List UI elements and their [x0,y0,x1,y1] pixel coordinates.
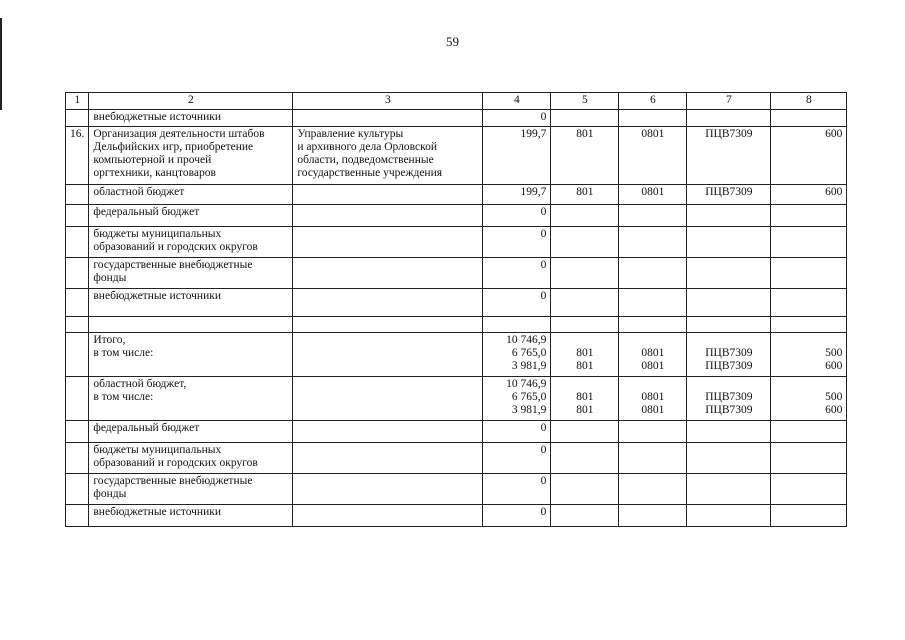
target-article-cell [687,110,771,127]
code-cell [551,443,619,474]
table-row [66,421,847,443]
header-cell: 3 [293,93,483,110]
code-cell [551,474,619,505]
header-cell: 8 [771,93,847,110]
amount-cell: 0 [483,474,551,505]
section-cell [619,110,687,127]
executor-cell [293,505,483,527]
executor-cell: Управление культуры и архивного дела Орловской области, подведомственные государственные учреждения [293,127,483,185]
executor-cell [293,289,483,317]
page-number: 59 [446,34,459,49]
section-cell: 0801 0801 [619,377,687,421]
description-cell: государственные внебюджетные фонды [89,474,293,505]
amount-cell: 10 746,9 6 765,0 3 981,9 [483,377,551,421]
row-number-cell [66,505,89,527]
table-row [66,258,847,289]
section-cell: 0801 0801 [619,333,687,377]
section-cell: 0801 [619,127,687,185]
row-number-cell [66,227,89,258]
code-cell: 801 801 [551,333,619,377]
row-number-cell [66,185,89,205]
description-cell: Итого, в том числе: [89,333,293,377]
header-cell: 5 [551,93,619,110]
table-row [66,289,847,317]
expense-type-cell [771,443,847,474]
row-number-cell: 16. [66,127,89,185]
expense-type-cell [771,258,847,289]
section-cell [619,317,687,333]
page-edge-mark [0,18,2,110]
expense-type-cell: 500 600 [771,377,847,421]
table-row [66,505,847,527]
expense-type-cell [771,227,847,258]
table-row [66,443,847,474]
description-cell: федеральный бюджет [89,421,293,443]
amount-cell: 10 746,9 6 765,0 3 981,9 [483,333,551,377]
section-cell [619,205,687,227]
target-article-cell [687,474,771,505]
code-cell: 801 801 [551,377,619,421]
executor-cell [293,474,483,505]
header-cell: 4 [483,93,551,110]
table-row [66,333,847,377]
row-number-cell [66,333,89,377]
expense-type-cell [771,505,847,527]
amount-cell: 0 [483,289,551,317]
amount-cell: 0 [483,258,551,289]
table-row [66,227,847,258]
section-cell [619,227,687,258]
target-article-cell [687,443,771,474]
section-cell [619,289,687,317]
section-cell [619,258,687,289]
expense-type-cell: 600 [771,185,847,205]
description-cell: областной бюджет, в том числе: [89,377,293,421]
executor-cell [293,258,483,289]
amount-cell: 0 [483,110,551,127]
section-cell: 0801 [619,185,687,205]
header-cell: 1 [66,93,89,110]
executor-cell [293,317,483,333]
description-cell: государственные внебюджетные фонды [89,258,293,289]
header-cell: 7 [687,93,771,110]
executor-cell [293,185,483,205]
description-cell: областной бюджет [89,185,293,205]
code-cell [551,505,619,527]
table-row [66,317,847,333]
row-number-cell [66,317,89,333]
target-article-cell: ПЦВ7309 ПЦВ7309 [687,333,771,377]
target-article-cell: ПЦВ7309 [687,185,771,205]
code-cell: 801 [551,127,619,185]
target-article-cell [687,421,771,443]
row-number-cell [66,474,89,505]
row-number-cell [66,110,89,127]
code-cell [551,421,619,443]
section-cell [619,505,687,527]
section-cell [619,443,687,474]
target-article-cell [687,258,771,289]
table-row [66,205,847,227]
target-article-cell [687,227,771,258]
amount-cell: 0 [483,443,551,474]
description-cell: внебюджетные источники [89,110,293,127]
target-article-cell [687,289,771,317]
code-cell [551,227,619,258]
budget-table [65,92,847,527]
row-number-cell [66,421,89,443]
section-cell [619,421,687,443]
code-cell [551,317,619,333]
executor-cell [293,110,483,127]
expense-type-cell [771,317,847,333]
amount-cell [483,317,551,333]
row-number-cell [66,205,89,227]
expense-type-cell [771,421,847,443]
table-row [66,127,847,185]
description-cell: федеральный бюджет [89,205,293,227]
code-cell [551,289,619,317]
amount-cell: 0 [483,421,551,443]
header-cell: 6 [619,93,687,110]
table-row [66,377,847,421]
target-article-cell [687,505,771,527]
expense-type-cell [771,205,847,227]
row-number-cell [66,377,89,421]
table-row [66,110,847,127]
amount-cell: 199,7 [483,185,551,205]
row-number-cell [66,443,89,474]
executor-cell [293,443,483,474]
expense-type-cell [771,110,847,127]
code-cell [551,205,619,227]
expense-type-cell: 500 600 [771,333,847,377]
executor-cell [293,205,483,227]
description-cell [89,317,293,333]
section-cell [619,474,687,505]
row-number-cell [66,258,89,289]
row-number-cell [66,289,89,317]
executor-cell [293,377,483,421]
code-cell [551,110,619,127]
description-cell: внебюджетные источники [89,505,293,527]
expense-type-cell [771,474,847,505]
table-header-row [66,93,847,110]
target-article-cell [687,205,771,227]
description-cell: бюджеты муниципальных образований и городских округов [89,443,293,474]
amount-cell: 0 [483,227,551,258]
description-cell: внебюджетные источники [89,289,293,317]
target-article-cell: ПЦВ7309 ПЦВ7309 [687,377,771,421]
expense-type-cell: 600 [771,127,847,185]
header-cell: 2 [89,93,293,110]
amount-cell: 0 [483,505,551,527]
amount-cell: 199,7 [483,127,551,185]
executor-cell [293,421,483,443]
target-article-cell: ПЦВ7309 [687,127,771,185]
executor-cell [293,227,483,258]
description-cell: Организация деятельности штабов Дельфийских игр, приобретение компьютерной и прочей оргтехники, канцтоваров [89,127,293,185]
table-row [66,474,847,505]
description-cell: бюджеты муниципальных образований и городских округов [89,227,293,258]
amount-cell: 0 [483,205,551,227]
table-row [66,185,847,205]
target-article-cell [687,317,771,333]
code-cell: 801 [551,185,619,205]
expense-type-cell [771,289,847,317]
code-cell [551,258,619,289]
executor-cell [293,333,483,377]
